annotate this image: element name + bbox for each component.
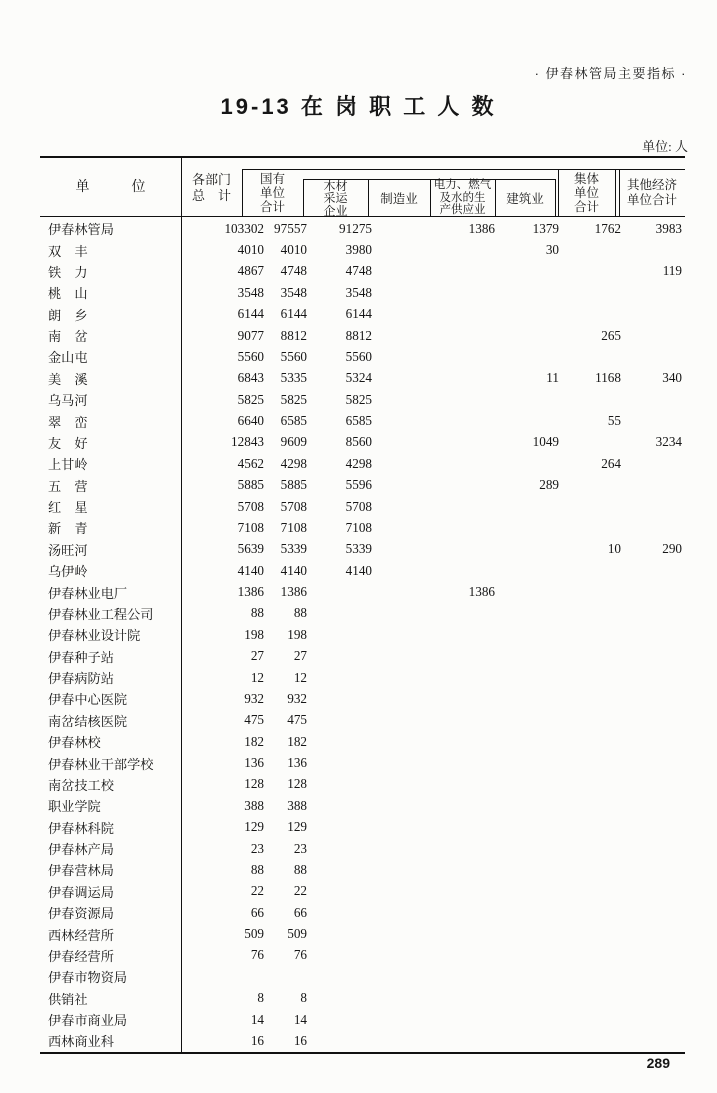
header-line: 各部门 [191,171,231,187]
row-value: 103302 [224,220,264,236]
row-unit-name: 桃 山 [48,286,88,302]
header-line: 采运 [323,191,348,206]
row-value: 91275 [339,220,372,236]
row-value: 5708 [280,498,307,514]
page-number: 289 [646,1055,670,1071]
row-value: 5339 [345,541,372,557]
unit-column-divider [181,158,182,1052]
row-value: 10 [607,541,621,557]
row-value: 3980 [345,242,372,258]
header-line: 集体 [573,172,599,186]
table-row [40,774,685,795]
row-value: 1386 [468,584,495,600]
table-row [40,688,685,709]
row-value: 9609 [280,434,307,450]
row-value: 1168 [595,370,621,386]
row-value: 1386 [237,584,264,600]
row-value: 7108 [237,519,264,535]
header-line: 电力、燃气 [433,179,492,191]
table-row [40,581,685,602]
header-line: 建筑业 [506,192,544,206]
header-line: 其他经济 [626,178,677,192]
row-value: 932 [244,690,264,706]
row-value: 3548 [345,284,372,300]
row-unit-name: 西林商业科 [48,1034,114,1050]
table-row [40,881,685,902]
row-unit-name: 金山屯 [48,350,88,366]
row-value: 27 [250,648,264,664]
row-value: 12843 [231,434,264,450]
row-value: 388 [287,797,307,813]
row-value: 1762 [594,220,621,236]
row-value: 289 [539,477,559,493]
table-row [40,282,685,303]
table-row [40,603,685,624]
header-line: 合计 [573,200,599,214]
row-value: 9077 [237,327,264,343]
table-row [40,859,685,880]
row-value: 388 [244,797,264,813]
row-value: 14 [293,1011,307,1027]
row-unit-name: 伊春林业设计院 [48,628,141,644]
row-value: 5560 [280,348,307,364]
row-value: 5560 [345,348,372,364]
row-value: 5885 [280,477,307,493]
row-value: 264 [601,455,621,471]
row-value: 16 [293,1032,307,1048]
table-row [40,731,685,752]
row-value: 12 [250,669,264,685]
row-value: 27 [293,648,307,664]
row-value: 88 [293,605,307,621]
statistics-table [40,156,685,1054]
header-line: 合计 [259,200,285,214]
table-row [40,389,685,410]
row-value: 4140 [237,562,264,578]
row-value: 198 [287,626,307,642]
row-unit-name: 职业学院 [48,799,101,815]
row-value: 265 [601,327,621,343]
row-unit-name: 上甘岭 [48,457,88,473]
unit-note: 单位: 人 [642,139,688,154]
row-value: 932 [287,690,307,706]
row-value: 6640 [237,413,264,429]
row-unit-name: 西林经营所 [48,927,114,943]
row-value: 6585 [345,413,372,429]
row-value: 509 [244,926,264,942]
row-value: 4298 [345,455,372,471]
header-line: 及水的生 [439,191,486,204]
row-unit-name: 伊春林业干部学校 [48,756,154,772]
row-value: 182 [244,733,264,749]
row-value: 5639 [237,541,264,557]
row-value: 8 [300,990,307,1006]
row-value: 16 [250,1032,264,1048]
table-row [40,646,685,667]
row-value: 5335 [280,370,307,386]
row-value: 14 [250,1011,264,1027]
row-value: 5708 [237,498,264,514]
row-value: 3983 [655,220,682,236]
table-row [40,517,685,538]
table-row [40,817,685,838]
table-row [40,923,685,944]
row-value: 4010 [280,242,307,258]
page-title: 19-13 在 岗 职 工 人 数 [220,94,497,119]
row-value: 88 [293,861,307,877]
row-value: 7108 [280,519,307,535]
row-unit-name: 伊春林科院 [48,820,114,836]
row-value: 8560 [345,434,372,450]
header-collective-right-rule [615,169,616,217]
row-value: 4748 [280,263,307,279]
row-value: 8812 [280,327,307,343]
row-value: 182 [287,733,307,749]
header-line: 木材 [323,178,348,193]
row-value: 97557 [274,220,307,236]
col-header-other-economy-total [619,169,685,217]
header-line: 总 计 [191,187,231,203]
col-header-timber-logging [303,179,368,217]
row-value: 66 [293,904,307,920]
row-unit-name: 供销社 [48,991,88,1007]
row-value: 5825 [237,391,264,407]
row-unit-name: 伊春种子站 [48,649,114,665]
header-line: 企业 [323,203,348,218]
page-header-note: · 伊春林管局主要指标 · [534,66,687,81]
row-unit-name: 五 营 [48,478,88,494]
row-unit-name: 伊春林校 [48,735,101,751]
table-row [40,539,685,560]
col-header-dept-total [181,158,242,217]
row-value: 7108 [345,519,372,535]
row-value: 5339 [280,541,307,557]
row-value: 128 [244,776,264,792]
row-value: 1379 [532,220,559,236]
row-value: 4140 [345,562,372,578]
table-row [40,346,685,367]
row-value: 5825 [280,391,307,407]
row-value: 6144 [237,306,264,322]
col-header-collective-total [558,169,615,217]
row-value: 6585 [280,413,307,429]
table-row [40,710,685,731]
row-unit-name: 铁 力 [48,264,88,280]
table-row [40,325,685,346]
row-value: 3548 [280,284,307,300]
row-value: 1049 [532,434,559,450]
table-row [40,261,685,282]
row-unit-name: 伊春林业电厂 [48,585,128,601]
header-line: 单位 [573,186,599,200]
table-row [40,432,685,453]
table-row [40,902,685,923]
table-row [40,752,685,773]
table-row [40,1030,685,1051]
row-value: 76 [293,947,307,963]
row-unit-name: 红 星 [48,500,88,516]
row-unit-name: 朗 乡 [48,307,88,323]
row-value: 88 [250,605,264,621]
table-row [40,368,685,389]
row-value: 340 [662,370,682,386]
row-value: 30 [545,242,559,258]
header-line: 单位 [259,186,285,200]
row-unit-name: 南岔结核医院 [48,713,128,729]
row-unit-name: 伊春市商业局 [48,1013,128,1029]
row-unit-name: 伊春市物资局 [48,970,128,986]
row-unit-name: 美 溪 [48,371,88,387]
row-unit-name: 伊春林管局 [48,222,114,238]
row-value: 128 [287,776,307,792]
row-value: 5560 [237,348,264,364]
row-value: 5825 [345,391,372,407]
row-unit-name: 伊春林业工程公司 [48,606,154,622]
row-unit-name: 伊春病防站 [48,671,114,687]
row-value: 4748 [345,263,372,279]
row-value: 8812 [345,327,372,343]
table-row [40,1009,685,1030]
row-value: 4140 [280,562,307,578]
table-row [40,239,685,260]
col-header-unit: 单 位 [75,180,146,195]
table-row [40,304,685,325]
table-row [40,624,685,645]
row-value: 8 [257,990,264,1006]
col-header-state-owned-total [242,169,303,217]
row-value: 4010 [237,242,264,258]
header-line: 制造业 [380,192,418,206]
row-value: 4298 [280,455,307,471]
table-row [40,218,685,239]
table-row [40,475,685,496]
row-unit-name: 伊春调运局 [48,884,114,900]
table-row [40,966,685,987]
row-value: 22 [250,883,264,899]
table-row [40,560,685,581]
table-row [40,410,685,431]
row-value: 1386 [468,220,495,236]
row-value: 198 [244,626,264,642]
header-line: 单位合计 [626,193,677,207]
row-value: 6843 [237,370,264,386]
row-unit-name: 新 青 [48,521,88,537]
row-unit-name: 南 岔 [48,329,88,345]
table-row [40,945,685,966]
row-unit-name: 伊春营林局 [48,863,114,879]
row-value: 5324 [345,370,372,386]
row-unit-name: 乌伊岭 [48,564,88,580]
row-value: 4562 [237,455,264,471]
header-line: 国有 [259,172,285,186]
table-row [40,496,685,517]
row-unit-name: 伊春经营所 [48,948,114,964]
row-value: 23 [250,840,264,856]
header-line: 产供应业 [439,204,486,217]
row-value: 1386 [280,584,307,600]
row-unit-name: 双 丰 [48,243,88,259]
row-unit-name: 乌马河 [48,393,88,409]
row-value: 509 [287,926,307,942]
col-header-power-gas-water [430,179,495,217]
row-value: 136 [244,755,264,771]
row-unit-name: 南岔技工校 [48,777,114,793]
table-row [40,667,685,688]
row-value: 475 [287,712,307,728]
row-value: 88 [250,861,264,877]
row-unit-name: 伊春中心医院 [48,692,128,708]
row-value: 12 [293,669,307,685]
row-unit-name: 友 好 [48,435,88,451]
row-value: 6144 [345,306,372,322]
row-value: 136 [287,755,307,771]
row-value: 5708 [345,498,372,514]
row-value: 76 [250,947,264,963]
col-header-manufacturing [368,179,430,217]
row-value: 5596 [345,477,372,493]
table-row [40,795,685,816]
row-unit-name: 伊春资源局 [48,906,114,922]
table-row [40,838,685,859]
row-value: 129 [287,819,307,835]
table-header [40,158,685,217]
table-row [40,453,685,474]
row-value: 119 [662,263,682,279]
row-value: 3548 [237,284,264,300]
row-value: 5885 [237,477,264,493]
row-value: 6144 [280,306,307,322]
row-value: 129 [244,819,264,835]
row-value: 55 [607,413,621,429]
row-unit-name: 翠 峦 [48,414,88,430]
row-unit-name: 汤旺河 [48,542,88,558]
row-value: 4867 [237,263,264,279]
row-value: 3234 [655,434,682,450]
row-value: 475 [244,712,264,728]
row-value: 290 [662,541,682,557]
row-value: 23 [293,840,307,856]
table-row [40,988,685,1009]
table-body [40,218,685,1052]
row-unit-name: 伊春林产局 [48,842,114,858]
row-value: 11 [546,370,559,386]
row-value: 22 [293,883,307,899]
col-header-construction [495,179,555,217]
header-subgroup-right-rule [555,179,556,217]
row-value: 66 [250,904,264,920]
